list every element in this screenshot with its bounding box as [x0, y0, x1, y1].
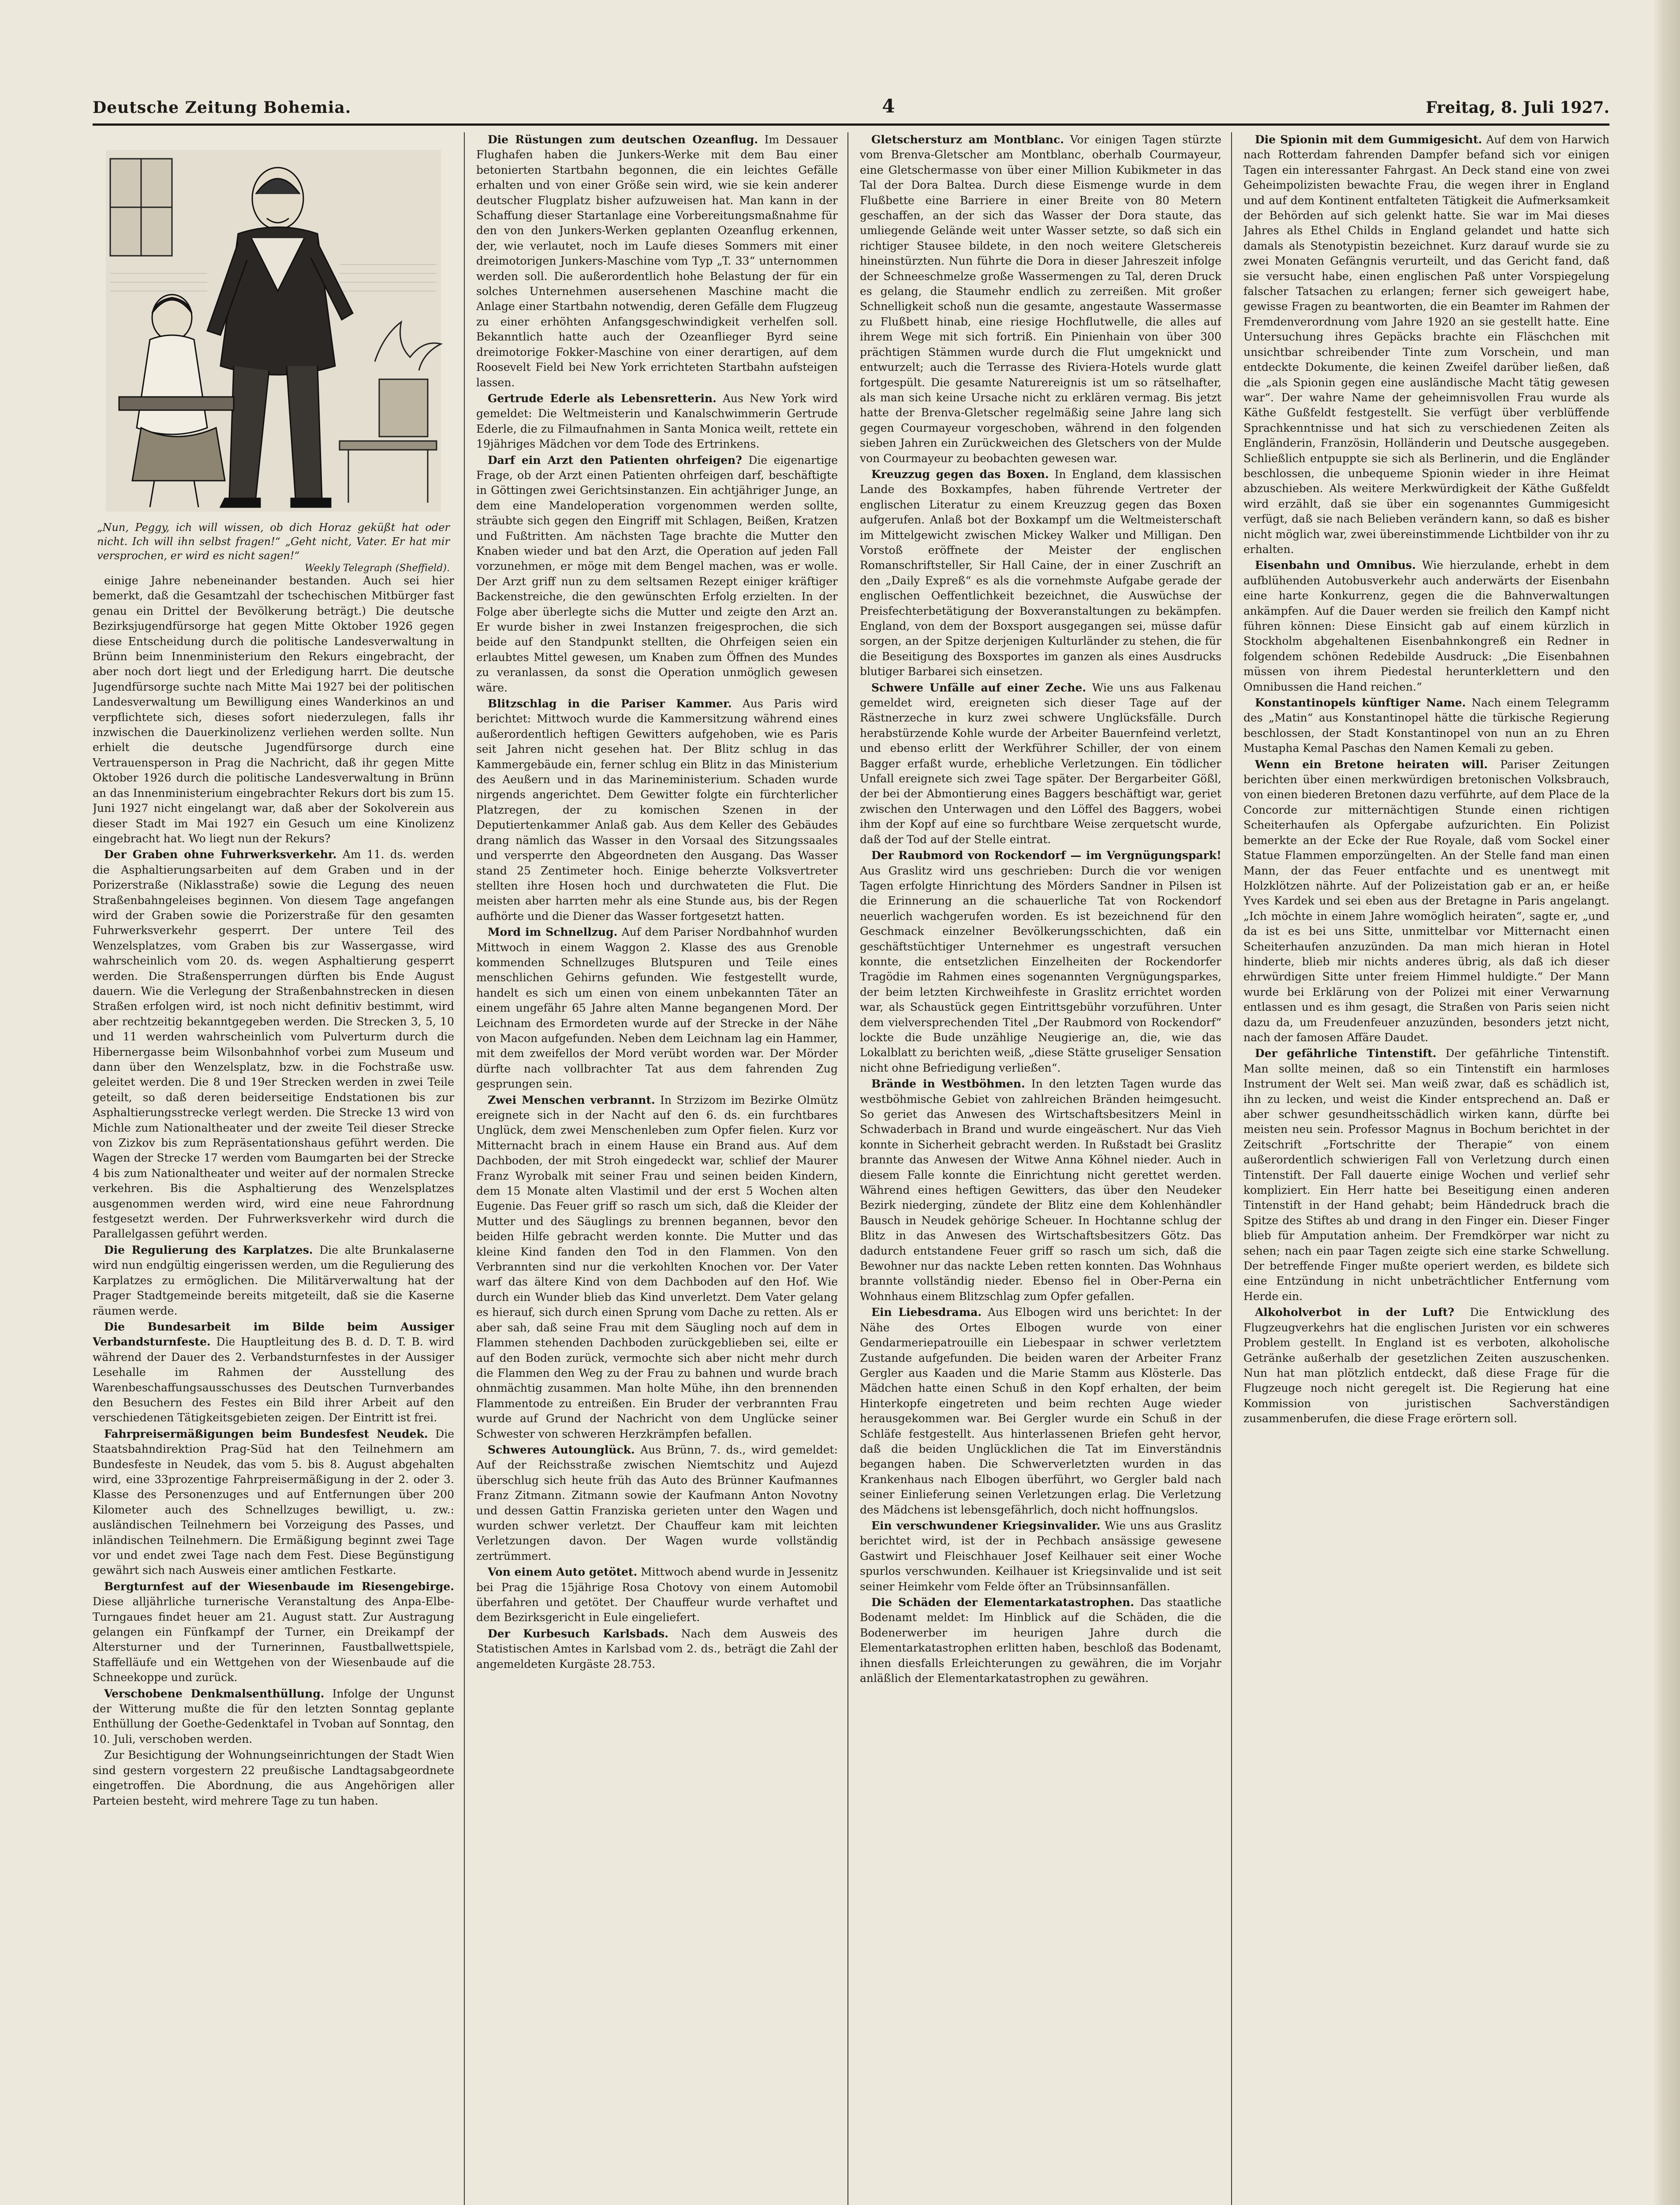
article: Schwere Unfälle auf einer Zeche. Wie uns aus Falkenau gemeldet wird, ereigneten sich dieser Tage auf der Rästnerzeche in kurz zwei schwere Unglücksfälle. Durch herabstürzende Kohle wurde der Arbeiter Bauernfeind verletzt, und ebenso erlitt der Werkführer Schiller, der von einem Bagger erfaßt wurde, erhebliche Verletzungen. Ein tödlicher Unfall ereignete sich zwei Tage später. Der Bergarbeiter Gößl, der bei der Abmontierung eines Baggers beschäftigt war, geriet zwischen den Unterwagen und den Löffel des Baggers, wobei ihm der Kopf auf eine so furchtbare Weise zerquetscht wurde, daß der Tod auf der Stelle eintrat. — [860, 681, 1221, 846]
article: Wenn ein Bretone heiraten will. Pariser Zeitungen berichten über einen merkwürdigen bretonischen Volksbrauch, von einen biederen Bretonen dazu verführte, auf dem Place de la Concorde zur mitternächtigen Stunde einen richtigen Scheiterhaufen als Opfergabe aufzurichten. Ein Polizist bemerkte an der Ecke der Rue Royale, daß vom Sockel einer Statue Flammen emporzüngelten. An der Stelle fand man einen Mann, der das Feuer entfachte und es unentwegt mit Holzklötzen nährte. Auf der Polizeistation gab er an, er heiße Yves Kardek und sei eben aus der Bretagne in Paris angelangt. „Ich möchte in einem Jahre womöglich heiraten“, sagte er, „und da ist es bei uns Sitte, unmittelbar vor Mitternacht einen Scheiterhaufen anzuzünden. Da man mich hieran in Hotel hinderte, blieb mir nichts anderes übrig, als daß ich dieser ehrwürdigen Sitte unter freiem Himmel huldigte.“ Der Mann wurde bei Erklärung von der Polizei mit einer Verwarnung entlassen und es ihm gesagt, die Straßen von Paris seien nicht dazu da, um Freudenfeuer anzuzünden, besonders jetzt nicht, nach der famosen Affäre Daudet. — [1243, 758, 1609, 1044]
scan-edge — [1653, 0, 1680, 2205]
article-headline: Verschobene Denkmalsenthüllung. — [104, 1687, 325, 1700]
article: Gertrude Ederle als Lebensretterin. Aus New York wird gemeldet: Die Weltmeisterin und Kanalschwimmerin Gertrude Ederle, die zu Filmaufnahmen in Santa Monica weilt, rettete ein 19jähriges Mädchen vor dem Tode des Ertrinkens. — [476, 392, 838, 451]
article: Gletschersturz am Montblanc. Vor einigen Tagen stürzte vom Brenva-Gletscher am Montblanc, oberhalb Courmayeur, eine Gletschermasse von über einer Million Kubikmeter in das Tal der Dora Baltea. Durch diese Eismenge wurde in dem Flußbette eine Barriere in einer Breite von 80 Metern geschaffen, an der sich das Wasser der Dora staute, das umliegende Gelände weit unter Wasser setzte, so daß sich ein richtiger Stausee bildete, in den noch weitere Gletschereis hineinstürzten. Nun führte die Dora in dieser Jahreszeit infolge der Schneeschmelze große Wassermengen zu Tal, deren Druck es gelang, die Staumehr endlich zu zerreißen. Mit großer Schnelligkeit schoß nun die gesamte, angestaute Wassermasse zu Flußbett hinab, eine riesige Hochflutwelle, die alles auf ihrem Wege mit sich fortriß. Ein Pinienhain von über 300 prächtigen Stämmen wurde durch die Flut umgeknickt und entwurzelt; auch die Terrasse des Riviera-Hotels wurde glatt fortgespült. Die gesamte Naturereignis ist um so rätselhafter, als man sich keine Ursache nicht zu erklären vermag. Bis jetzt hatte der Brenva-Gletscher regelmäßig seine Jahre lang sich gegen Courmayeur vorgeschoben, während in den folgenden sieben Jahren ein Zurückweichen des Gletschers von der Mulde von Courmayeur zu beobachten gewesen war. — [860, 133, 1221, 465]
issue-date: Freitag, 8. Juli 1927. — [1426, 98, 1609, 117]
article: Ein Liebesdrama. Aus Elbogen wird uns berichtet: In der Nähe des Ortes Elbogen wurde von einer Gendarmeriepatrouille ein Liebespaar in schwer verletztem Zustande aufgefunden. Die beiden waren der Arbeiter Franz Gergler aus Kaaden und die Marie Stamm aus Klösterle. Das Mädchen hatte einen Schuß in den Kopf erhalten, der beim Hinterkopfe eingetreten und beim rechten Auge wieder herausgekommen war. Bei Gergler wurde ein Schuß in der Schläfe festgestellt. Aus hinterlassenen Briefen geht hervor, daß die beiden Unglücklichen die Tat im Einverständnis begangen haben. Die Schwerverletzten wurden in das Krankenhaus nach Elbogen überführt, wo Gergler bald nach seiner Einlieferung seinen Verletzungen erlag. Die Verletzung des Mädchens ist lebensgefährlich, doch nicht hoffnungslos. — [860, 1306, 1221, 1516]
article: Zur Besichtigung der Wohnungseinrichtungen der Stadt Wien sind gestern vorgestern 22 preußische Landtagsabgeordnete eingetroffen. Die Abordnung, die aus Angehörigen aller Parteien besteht, wird mehrere Tage zu tun haben. — [93, 1749, 454, 1807]
article-headline: Blitzschlag in die Pariser Kammer. — [488, 697, 732, 710]
article-headline: Brände in Westböhmen. — [871, 1077, 1025, 1091]
article: Zwei Menschen verbrannt. In Strzizom im Bezirke Olmütz ereignete sich in der Nacht auf den 6. ds. ein furchtbares Unglück, dem zwei Menschenleben zum Opfer fielen. Kurz vor Mitternacht brach in einem Hause ein Brand aus. Auf dem Dachboden, der mit Stroh eingedeckt war, schlief der Maurer Franz Wyrobalk mit seiner Frau und seinen beiden Kindern, dem 15 Monate alten Vlastimil und der erst 5 Wochen alten Eugenie. Das Feuer griff so rasch um sich, daß die Kleider der Mutter und des Säuglings zu brennen begannen, bevor den beiden Hilfe gebracht werden konnte. Die Mutter und das kleine Kind fanden den Tod in den Flammen. Von den Verbrannten sind nur die verkohlten Knochen vor. Der Vater warf das ältere Kind von dem Dachboden auf den Hof. Wie durch ein Wunder blieb das Kind unverletzt. Dem Vater gelang es hierauf, sich durch einen Sprung vom Dache zu retten. Als er aber sah, daß seine Frau mit dem Säugling noch auf dem in Flammen stehenden Dachboden zurückgeblieben sei, eilte er auf den Boden zurück, vermochte sich aber nicht mehr durch die Flammen den Weg zu der Frau zu bahnen und wurde brach ohnmächtig zusammen. Man holte Mühe, ihn den brennenden Flammentode zu entreißen. Ein Bruder der verbrannten Frau wurde auf Grund der Nachricht von dem Unglücke seiner Schwester von schweren Herzkrämpfen befallen. — [476, 1093, 838, 1440]
article-headline: Fahrpreisermäßigungen beim Bundesfest Neudek. — [104, 1427, 428, 1440]
article: Fahrpreisermäßigungen beim Bundesfest Neudek. Die Staatsbahndirektion Prag-Süd hat den Teilnehmern am Bundesfeste in Neudek, das vom 5. bis 8. August abgehalten wird, eine 33prozentige Fahrpreisermäßigung in der 2. oder 3. Klasse des Personenzuges und auf Entfernungen über 200 Kilometer auch des Schnellzuges bewilligt, u. zw.: ausländischen Teilnehmern bei Vorzeigung des Passes, und inländischen Teilnehmern. Die Ermäßigung beginnt zwei Tage vor und endet zwei Tage nach dem Fest. Diese Begünstigung gewährt sich nach Ausweis einer amtlichen Festkarte. — [93, 1427, 454, 1577]
article: Schweres Autounglück. Aus Brünn, 7. ds., wird gemeldet: Auf der Reichsstraße zwischen Niemtschitz und Aujezd überschlug sich heute früh das Auto des Brünner Kaufmannes Franz Zitmann. Zitmann sowie der Kaufmann Anton Novotny und dessen Gattin Franziska gerieten unter den Wagen und wurden schwer verletzt. Der Chauffeur kam mit leichten Verletzungen davon. Der Wagen wurde vollständig zertrümmert. — [476, 1443, 838, 1562]
cartoon — [93, 132, 454, 573]
article: Die Regulierung des Karplatzes. Die alte Brunkalaserne wird nun endgültig eingerissen werden, um die Regulierung des Karplatzes zu ermöglichen. Die Militärverwaltung hat der Prager Stadtgemeinde bereits mitgeteilt, daß sie die Kaserne räumen werde. — [93, 1243, 454, 1317]
page-header — [93, 90, 1609, 117]
article: Die Rüstungen zum deutschen Ozeanflug. Im Dessauer Flughafen haben die Junkers-Werke mit dem Bau einer betonierten Startbahn begonnen, die ein leichtes Gefälle erhalten und von einer Größe sein wird, wie sie kein anderer deutscher Flugplatz bisher aufzuweisen hat. Man kann in der Schaffung dieser Startanlage eine Vorbereitungsmaßnahme für den von den Junkers-Werken geplanten Ozeanflug erkennen, der, wie verlautet, noch im Laufe dieses Sommers mit einer dreimotorigen Junkers-Maschine vom Typ „T. 33“ unternommen werden soll. Die außerordentlich hohe Belastung der für ein solches Unternehmen ausersehenen Maschine macht die Anlage einer Startbahn notwendig, deren Gefälle dem Flugzeug zu einer erhöhten Anfangsgeschwindigkeit verhelfen soll. Bekanntlich hatte auch der Ozeanflieger Byrd seine dreimotorige Fokker-Maschine von einer derartigen, auf dem Roosevelt Field bei New York errichteten Startbahn aufsteigen lassen. — [476, 133, 838, 389]
article: Alkoholverbot in der Luft? Die Entwicklung des Flugzeugverkehrs hat die englischen Juristen vor ein schweres Problem gestellt. In England ist es verboten, alkoholische Getränke außerhalb der gesetzlichen Zeiten auszuschenken. Nun hat man plötzlich entdeckt, daß diese Frage für die Flugzeuge noch nicht geregelt ist. Die Regierung hat eine Kommission von juristischen Sachverständigen zusammenberufen, die diese Frage erörtern soll. — [1243, 1306, 1609, 1425]
article-headline: Schweres Autounglück. — [488, 1443, 635, 1456]
article-headline: Alkoholverbot in der Luft? — [1255, 1306, 1455, 1319]
article-headline: Wenn ein Bretone heiraten will. — [1255, 758, 1488, 771]
article: Der Graben ohne Fuhrwerksverkehr. Am 11. ds. werden die Asphaltierungsarbeiten auf dem Graben und in der Porizerstraße (Niklasstraße) sowie die Legung des neuen Straßenbahngeleises beginnen. Von diesem Tage angefangen wird der Graben sowie die Porizerstraße für den gesamten Fuhrwerksverkehr gesperrt. Der untere Teil des Wenzelsplatzes, vom Graben bis zur Wassergasse, wird wahrscheinlich vom 20. ds. wegen Asphaltierung gesperrt werden. Die Straßensperrungen dürften bis Ende August dauern. Wie die Verlegung der Straßenbahnstrecken in diesen Straßen erfolgen wird, ist noch nicht definitiv bestimmt, wird aber rechtzeitig bekanntgegeben werden. Die Strecken 3, 5, 10 und 11 werden wahrscheinlich vom Pulverturm durch die Hibernergasse beim Wilsonbahnhof vorbei zum Museum und dann über den Wenzelsplatz, bzw. in die Fochstraße usw. geleitet werden. Die 8 und 19er Strecken werden in zwei Teile geteilt, so daß deren beiderseitige Endstationen bis zur Asphaltierungsstrecke verlegt werden. Die Strecke 13 wird von Michle zum Nationaltheater und der zweite Teil dieser Strecke von Zizkov bis zum Repräsentationshaus geführt werden. Die Wagen der Strecke 17 werden vom Baumgarten bei der Strecke 4 bis zum Nationaltheater und weiter auf der normalen Strecke verkehren. Bis die Asphaltierung des Wenzelsplatzes ausgenommen werden wird, wird eine neue Fahrordnung festgesetzt werden. Der Fuhrwerksverkehr wird durch die Parallelgassen geführt werden. — [93, 848, 454, 1241]
column-4 — [1243, 132, 1609, 2205]
article: Der Raubmord von Rockendorf — im Vergnügungspark! Aus Graslitz wird uns geschrieben: Durch die vor wenigen Tagen erfolgte Hinrichtung des Mörders Sandner in Pilsen ist die Erinnerung an die schauerliche Tat von Rockendorf neuerlich wachgerufen worden. Es ist bezeichnend für den Geschmack einzelner Bevölkerungsschichten, daß ein geschäftstüchtiger Unternehmer es ungestraft versuchen konnte, die entsetzlichen Einzelheiten der Rockendorfer Tragödie im Rahmen eines sogenannten Vergnügungsparkes, der beim letzten Kirchweihfeste in Graslitz errichtet worden war, als Schaustück gegen Eintrittsgebühr vorzuführen. Unter dem vielversprechenden Titel „Der Raubmord von Rockendorf“ lockte die Bude unzählige Neugierige an, die, wie das Lokalblatt zu berichten weiß, „diese Stätte gruseliger Sensation nicht ohne Befriedigung verließen“. — [860, 849, 1221, 1074]
article: Eisenbahn und Omnibus. Wie hierzulande, erhebt in dem aufblühenden Autobusverkehr auch anderwärts der Eisenbahn eine harte Konkurrenz, gegen die die Bahnverwaltungen ankämpfen. Auf die Dauer werden sie freilich den Kampf nicht führen können: Diese Einsicht gab auf einem kürzlich in Stockholm abgehaltenen Eisenbahnkongreß ein Redner in folgendem schönen Redebilde Ausdruck: „Die Eisenbahnen müssen von ihrem Piedestal herunterklettern und den Omnibussen die Hand reichen.“ — [1243, 559, 1609, 693]
article-headline: Gertrude Ederle als Lebensretterin. — [488, 392, 717, 405]
article-headline: Zwei Menschen verbrannt. — [488, 1093, 655, 1106]
column-rule — [1231, 132, 1232, 2205]
article: Bergturnfest auf der Wiesenbaude im Riesengebirge. Diese alljährliche turnerische Veranstaltung des Anpa-Elbe-Turngaues findet heuer am 21. August statt. Zur Austragung gelangen ein Fünfkampf der Turner, ein Dreikampf der Altersturner und der Turnerinnen, Faustballwettspiele, Staffelläufe und ein Wettgehen von der Wiesenbaude auf die Schneekoppe und zurück. — [93, 1580, 454, 1684]
cartoon-caption: „Nun, Peggy, ich will wissen, ob dich Horaz geküßt hat oder nicht. Ich will ihn selbst fragen!“ „Geht nicht, Vater. Er hat mir versprochen, er wird es nicht sagen!“ — [97, 521, 450, 562]
article-headline: Die Schäden der Elementarkatastrophen. — [871, 1596, 1135, 1609]
article-headline: Die Rüstungen zum deutschen Ozeanflug. — [488, 133, 758, 146]
article-headline: Der gefährliche Tintenstift. — [1255, 1047, 1437, 1060]
article: Verschobene Denkmalsenthüllung. Infolge der Ungunst der Witterung mußte die für den letzten Sonntag geplante Enthüllung der Goethe-Gedenktafel in Tvoban auf Sonntag, den 10. Juli, verschoben werden. — [93, 1687, 454, 1745]
cartoon-illustration — [93, 132, 454, 520]
article-headline: Der Kurbesuch Karlsbads. — [488, 1627, 668, 1640]
page-number: 4 — [882, 95, 895, 117]
cartoon-credit: Weekly Telegraph (Sheffield). — [305, 563, 450, 574]
article-headline: Gletschersturz am Montblanc. — [871, 133, 1064, 146]
article: Mord im Schnellzug. Auf dem Pariser Nordbahnhof wurden Mittwoch in einem Waggon 2. Klasse des aus Grenoble kommenden Schnellzuges Blutspuren und Teile eines menschlichen Gehirns gefunden. Wie festgestellt wurde, handelt es sich um einen von einem unbekannten Täter an einem ungefähr 65 Jahre alten Manne begangenen Mord. Der Leichnam des Ermordeten wurde auf der Strecke in der Nähe von Macon aufgefunden. Neben dem Leichnam lag ein Hammer, mit dem zweifellos der Mord verübt worden war. Der Mörder dürfte nach vollbrachter Tat aus dem fahrenden Zug gesprungen sein. — [476, 926, 838, 1091]
article: Kreuzzug gegen das Boxen. In England, dem klassischen Lande des Boxkampfes, haben führende Vertreter der englischen Literatur zu einem Kreuzzug gegen das Boxen aufgerufen. Anlaß bot der Boxkampf um die Weltmeisterschaft im Mittelgewicht zwischen Mickey Walker und Milligan. Den Vorstoß eröffnete der Meister der englischen Romanschriftsteller, Sir Hall Caine, der in einer Zuschrift an den „Daily Expreß“ es als die vornehmste Aufgabe gerade der englischen Oeffentlichkeit bezeichnet, die Auswüchse der Preisfechterbetätigung der Boxveranstaltungen zu bekämpfen. England, von dem der Boxsport ausgegangen sei, müsse dafür sorgen, an der Spitze derjenigen Kulturländer zu stehen, die für die Beseitigung des Boxsportes im ganzen als eines Ausdrucks blutiger Barbarei sich einsetzen. — [860, 467, 1221, 678]
article-headline: Konstantinopels künftiger Name. — [1255, 696, 1466, 710]
article: Die Spionin mit dem Gummigesicht. Auf dem von Harwich nach Rotterdam fahrenden Dampfer befand sich vor einigen Tagen ein interessanter Fahrgast. An Deck stand eine von zwei Geheimpolizisten bewachte Frau, die wegen ihrer in England und auf dem Kontinent entfalteten Tätigkeit die Aufmerksamkeit der Behörden auf sich gelenkt hatte. Sie war im Mai dieses Jahres als Ethel Childs in England gelandet und hatte sich damals als Stenotypistin bezeichnet. Kurz darauf wurde sie zu zwei Monaten Gefängnis verurteilt, und das Gericht fand, daß sie versucht habe, einen englischen Paß unter Vorspiegelung falscher Tatsachen zu erlangen; ferner sich geweigert habe, gewisse Fragen zu beantworten, die ein Beamter im Rahmen der Fremdenverordnung vom Jahre 1920 an sie gestellt hatte. Eine Untersuchung ihres Gepäcks brachte ein Fläschchen mit unsichtbar schreibender Tinte zum Vorschein, und man entdeckte Dokumente, die keinen Zweifel darüber ließen, daß die „als Spionin gegen eine ausländische Macht tätig gewesen war“. Der wahre Name der geheimnisvollen Frau wurde als Käthe Gußfeldt festgestellt. Sie verfügt über verblüffende Sprachkenntnisse und hat sich zu verschiedenen Zeiten als Engländerin, Französin, Holländerin und Deutsche ausgegeben. Schließlich entpuppte sie sich als Berlinerin, und die Engländer beschlossen, die unbequeme Spionin wieder in ihre Heimat abzuschieben. Als weitere Merkwürdigkeit der Käthe Gußfeldt wird erzählt, daß sie über ein sogenanntes Gummigesicht verfügt, daß sie nach Belieben verändern kann, so daß es bisher nicht möglich war, zwei übereinstimmende Lichtbilder von ihr zu erhalten. — [1243, 133, 1609, 556]
article: Darf ein Arzt den Patienten ohrfeigen? Die eigenartige Frage, ob der Arzt einen Patienten ohrfeigen darf, beschäftigte in Göttingen zwei Gerichtsinstanzen. Ein achtjähriger Junge, an dem eine Mandeloperation vorgenommen werden sollte, sträubte sich gegen den Eingriff mit Schlagen, Beißen, Kratzen und Fußtritten. Am nächsten Tage brachte die Mutter den Knaben wieder und bat den Arzt, die Operation auf jeden Fall vorzunehmen, er möge mit dem Bengel machen, was er wolle. Der Arzt griff nun zu dem seltsamen Rezept einiger kräftiger Backenstreiche, die den gewünschten Erfolg erzielten. In der Folge aber überlegte sichs die Mutter und zeigte den Arzt an. Er wurde bisher in zwei Instanzen freigesprochen, die sich beide auf den Standpunkt stellten, die Ohrfeigen seien ein erlaubtes Mittel gewesen, um Knaben zum Öffnen des Mundes zu veranlassen, da sonst die Operation unmöglich gewesen wäre. — [476, 453, 838, 694]
column-rule — [847, 132, 848, 2205]
article: Die Bundesarbeit im Bilde beim Aussiger Verbandsturnfeste. Die Hauptleitung des B. d. D. T. B. wird während der Dauer des 2. Verbandsturnfestes in der Aussiger Lesehalle im Rahmen der Ausstellung des Warenbeschaffungsausschusses des Deutschen Turnverbandes den Besuchern des Festes ein Bild ihrer Arbeit auf den verschiedenen Tätigkeitsgebieten zeigen. Der Eintritt ist frei. — [93, 1320, 454, 1424]
article: Brände in Westböhmen. In den letzten Tagen wurde das westböhmische Gebiet von zahlreichen Bränden heimgesucht. So geriet das Anwesen des Wirtschaftsbesitzers Meinl in Schwaderbach in Brand und wurde eingeäschert. Nur das Vieh konnte in Sicherheit gebracht werden. In Rußstadt bei Graslitz brannte das Anwesen der Witwe Anna Köhnel nieder. Auch in diesem Falle konnte die Einrichtung nicht gerettet werden. Während eines heftigen Gewitters, das über den Neudeker Bezirk niederging, zündete der Blitz eine dem Kohlenhändler Bausch in Neudek gehörige Scheuer. In Hochtanne schlug der Blitz in das Anwesen des Wirtschaftsbesitzers Götz. Das dadurch entstandene Feuer griff so rasch um sich, daß die Bewohner nur das nackte Leben retten konnten. Das Wohnhaus brannte vollständig nieder. Ebenso fiel in Ober-Perna ein Wohnhaus einem Blitzschlag zum Opfer gefallen. — [860, 1077, 1221, 1303]
article: Konstantinopels künftiger Name. Nach einem Telegramm des „Matin“ aus Konstantinopel hätte die türkische Regierung beschlossen, der Stadt Konstantinopel von nun an zu Ehren Mustapha Kemal Paschas den Namen Kemali zu geben. — [1243, 696, 1609, 755]
article: Von einem Auto getötet. Mittwoch abend wurde in Jessenitz bei Prag die 15jährige Rosa Chotovy von einem Automobil überfahren und getötet. Der Chauffeur wurde verhaftet und dem Bezirksgericht in Eule eingeliefert. — [476, 1566, 838, 1624]
article-headline: Darf ein Arzt den Patienten ohrfeigen? — [488, 453, 742, 467]
article: Blitzschlag in die Pariser Kammer. Aus Paris wird berichtet: Mittwoch wurde die Kammersitzung während eines außerordentlich heftigen Gewitters aufgehoben, wie es Paris seit Jahren nicht gesehen hat. Der Blitz schlug in das Kammergebäude ein, ferner schlug ein Blitz in das Ministerium des Aeußern und in das Marineministerium. Schaden wurde nirgends angerichtet. Dem Gewitter folgte ein fürchterlicher Platzregen, der zu komischen Szenen in der Deputiertenkammer Anlaß gab. Aus dem Keller des Gebäudes drang nämlich das Wasser in den Vorsaal des Sitzungssaales und versperrte den Abgeordneten den Ausgang. Das Wasser stand 25 Zentimeter hoch. Einige beherzte Volksvertreter stellten ihre Hosen hoch und durchwateten die Flut. Die meisten aber harrten mehr als eine Stunde aus, bis der Regen aufhörte und die Diener das Wasser fortgesetzt hatten. — [476, 697, 838, 923]
article-headline: Ein Liebesdrama. — [871, 1306, 982, 1319]
article-headline: Ein verschwundener Kriegsinvalider. — [871, 1519, 1101, 1532]
article: Ein verschwundener Kriegsinvalider. Wie uns aus Graslitz berichtet wird, ist der in Pechbach ansässige gewesene Gastwirt und Fleischhauer Josef Keilhauer seit einer Woche spurlos verschwunden. Keilhauer ist Kriegsinvalide und ist seit seiner Heimkehr vom Felde öfter an Trübsinnsanfällen. — [860, 1519, 1221, 1593]
article: Der Kurbesuch Karlsbads. Nach dem Ausweis des Statistischen Amtes in Karlsbad vom 2. ds., beträgt die Zahl der angemeldeten Kurgäste 28.753. — [476, 1627, 838, 1671]
article-headline: Die Bundesarbeit im Bilde beim Aussiger Verbandsturnfeste. — [93, 1320, 454, 1349]
column-2 — [476, 132, 838, 2205]
article-headline: Die Spionin mit dem Gummigesicht. — [1255, 133, 1482, 146]
article-headline: Die Regulierung des Karplatzes. — [104, 1243, 313, 1256]
column-1 — [93, 573, 454, 2205]
article-headline: Der Graben ohne Fuhrwerksverkehr. — [104, 848, 337, 861]
article-headline: Bergturnfest auf der Wiesenbaude im Riesengebirge. — [104, 1580, 454, 1593]
article-text: einige Jahre nebeneinander bestanden. Auch sei hier bemerkt, daß die Gesamtzahl der tschechischen Mitbürger fast genau ein Drittel der Bevölkerung beträgt.) Die deutsche Bezirksjugendfürsorge hat gegen Mitte Oktober 1926 gegen diese Entscheidung durch die politische Landesverwaltung in Brünn beim Innenministerium den Rekurs eingebracht, der aber noch dort liegt und der Erledigung harrt. Die deutsche Jugendfürsorge suchte nach Mitte Mai 1927 bei der politischen Landesverwaltung um Bewilligung eines Wanderkinos an und verpflichtete sich, dieses sofort niederzulegen, falls ihr inzwischen die Dauerkinolizenz verliehen werden sollte. Nun erhielt die deutsche Jugendfürsorge durch eine Vertrauensperson in Prag die Nachricht, daß ihr gegen Mitte Oktober 1926 durch die politische Landesverwaltung in Brünn an das Innenministerium eingebrachter Rekurs dort bis zum 15. Juni 1927 nicht eingelangt war, daß aber der Sokolverein aus dieser Stadt im Mai 1927 ein Gesuch um eine Kinolizenz eingebracht hat. Wo liegt nun der Rekurs? — [93, 574, 454, 845]
article-headline: Mord im Schnellzug. — [488, 926, 618, 939]
article-headline: Kreuzzug gegen das Boxen. — [871, 467, 1049, 481]
column-3 — [860, 132, 1221, 2205]
article-headline: Von einem Auto getötet. — [488, 1566, 638, 1579]
column-rule — [464, 132, 465, 2205]
article-headline: Schwere Unfälle auf einer Zeche. — [871, 681, 1086, 694]
header-rule — [93, 123, 1609, 126]
article-headline: Eisenbahn und Omnibus. — [1255, 559, 1416, 572]
article: Der gefährliche Tintenstift. Der gefährliche Tintenstift. Man sollte meinen, daß so ein Tintenstift ein harmloses Instrument der Welt sei. Man weiß zwar, daß es schädlich ist, ihn zu lecken, und weist die Kinder entsprechend an. Daß er aber schwer gesundheitsschädlich wirken kann, dürfte bei meisten neu sein. Professor Magnus in Bochum berichtet in der Zeitschrift „Fortschritte der Therapie“ von einem außerordentlich schwierigen Fall von Verletzung durch einen Tintenstift. Der Fall dauerte einige Wochen und verlief sehr kompliziert. Ein Herr hatte bei Beseitigung einen anderen Tintenstift in der Hand gehabt; beim Händedruck brach die Spitze des Stiftes ab und drang in den Finger ein. Dieser Finger blieb für Amputation anheim. Der Fremdkörper war nicht zu sehen; nach ein paar Tagen zeigte sich eine starke Schwellung. Der betreffende Finger mußte operiert werden, es bildete sich eine Entzündung in nicht unbeträchtlicher Entfernung vom Herde ein. — [1243, 1047, 1609, 1303]
article-headline: Der Raubmord von Rockendorf — im Vergnügungspark! — [871, 849, 1221, 862]
paper-name: Deutsche Zeitung Bohemia. — [93, 98, 351, 117]
article: Die Schäden der Elementarkatastrophen. Das staatliche Bodenamt meldet: Im Hinblick auf die Schäden, die die Bodenerwerber im heurigen Jahre durch die Elementarkatastrophen erlitten haben, beschloß das Bodenamt, ihnen diesfalls Erleichterungen zu gewähren, die im Vorjahr anläßlich der Elementarkatastrophen zu gewähren. — [860, 1596, 1221, 1685]
